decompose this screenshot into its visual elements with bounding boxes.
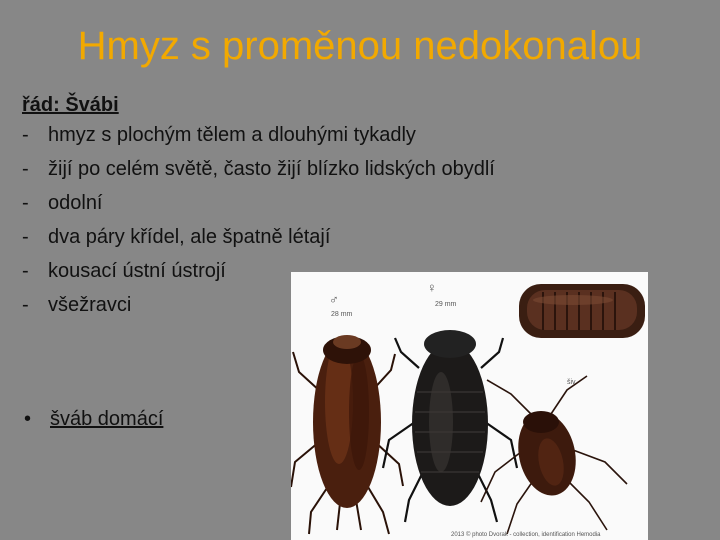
list-item-text: dva páry křídel, ale špatně létají — [48, 226, 331, 248]
dash-marker: - — [22, 294, 29, 316]
list-item — [22, 118, 495, 152]
photo-credit: 2013 © photo Dvorak - collection, identification Hemodia — [451, 532, 601, 538]
cockroach-photo — [291, 272, 648, 540]
male-size-label: 28 mm — [331, 311, 353, 318]
dash-marker: - — [22, 260, 29, 282]
bullet-marker: • — [24, 408, 32, 430]
male-symbol: ♂ — [329, 292, 339, 307]
list-item — [22, 220, 495, 254]
list-item-text: odolní — [48, 192, 103, 214]
dash-marker: - — [22, 192, 29, 214]
list-item-text: všežravci — [48, 294, 132, 316]
slide-title: Hmyz s proměnou nedokonalou — [77, 24, 643, 68]
dash-marker: - — [22, 124, 29, 146]
list-item — [22, 186, 495, 220]
female-symbol: ♀ — [427, 280, 437, 295]
female-cockroach-image — [383, 330, 517, 522]
nymph-cockroach-image — [481, 376, 627, 534]
list-item-text: kousací ústní ústrojí — [48, 260, 226, 282]
bullet-item — [24, 404, 163, 434]
species-link[interactable]: šváb domácí — [50, 408, 164, 430]
dash-marker: - — [22, 226, 29, 248]
list-item — [22, 152, 495, 186]
ootheca-image — [519, 284, 645, 338]
female-size-label: 29 mm — [435, 301, 457, 308]
dash-marker: - — [22, 158, 29, 180]
ootheca-label: šiv — [567, 379, 576, 386]
list-item-text: hmyz s plochým tělem a dlouhými tykadly — [48, 124, 416, 146]
male-cockroach-image — [291, 335, 403, 534]
list-item-text: žijí po celém světě, často žijí blízko lidských obydlí — [48, 158, 495, 180]
section-heading: řád: Švábi — [22, 94, 119, 116]
